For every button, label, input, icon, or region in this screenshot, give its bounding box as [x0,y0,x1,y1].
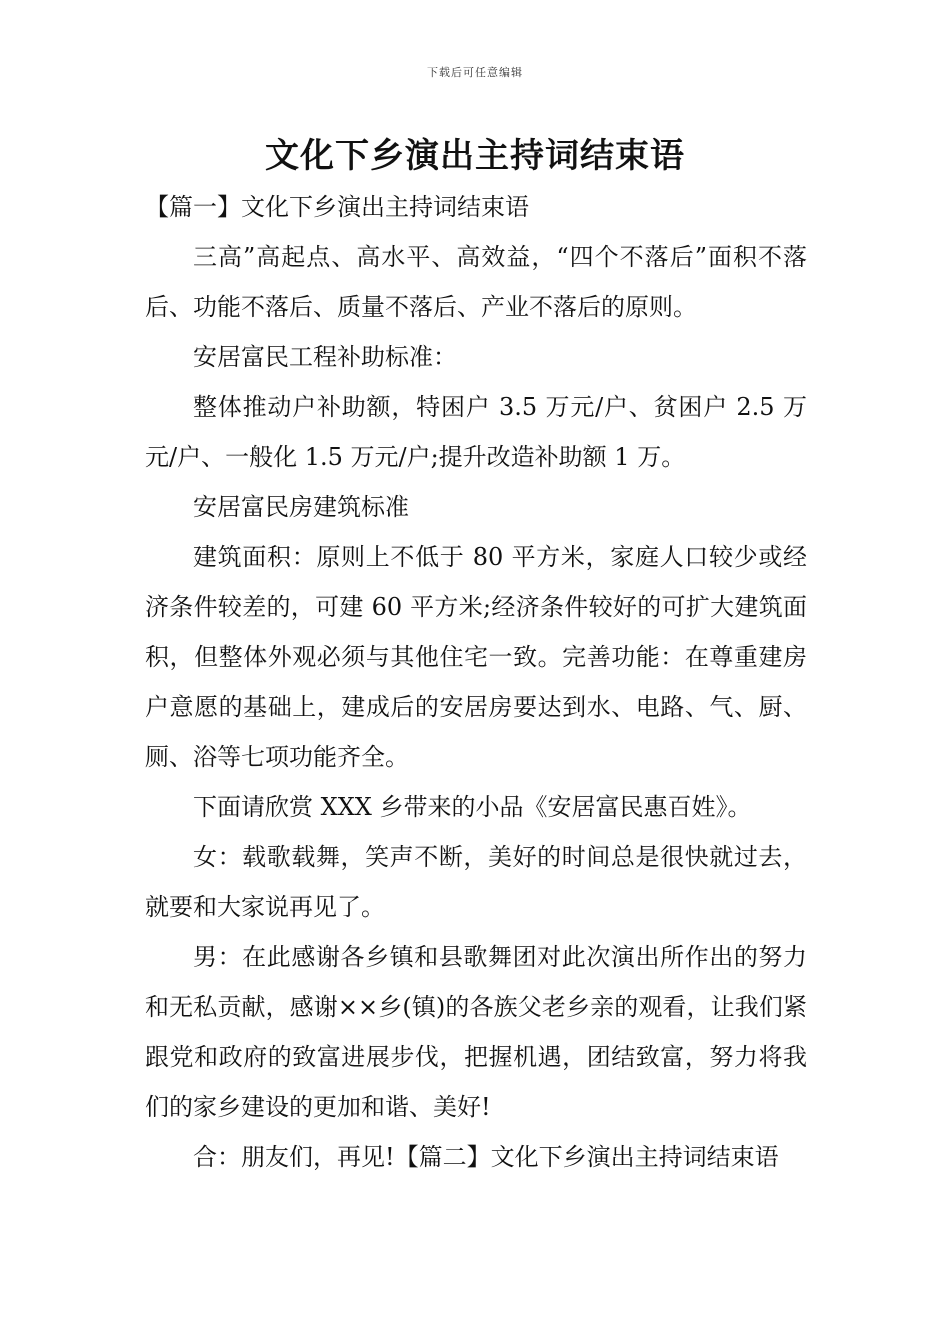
paragraph-subsidy-amounts: 整体推动户补助额，特困户 3.5 万元/户、贫困户 2.5 万元/户、一般化 1.5 万元/户;提升改造补助额 1 万。 [145,393,807,471]
paragraph-female-host: 女：载歌载舞，笑声不断，美好的时间总是很快就过去，就要和大家说再见了。 [145,843,807,921]
header-note: 下载后可任意编辑 [427,66,523,79]
paragraph-sketch-intro: 下面请欣赏 XXX 乡带来的小品《安居富民惠百姓》。 [193,793,752,821]
section-heading-1: 【篇一】文化下乡演出主持词结束语 [145,193,529,221]
paragraph-building-area: 建筑面积：原则上不低于 80 平方米，家庭人口较少或经济条件较差的，可建 60 平方米;经济条件较好的可扩大建筑面积，但整体外观必须与其他住宅一致。完善功能：在尊重建房户意愿的基础上，建成后的安居房要达到水、电路、气、厨、厕、浴等七项功能齐全。 [145,543,807,771]
paragraph-together: 合：朋友们，再见!【篇二】文化下乡演出主持词结束语 [193,1143,779,1171]
paragraph-principles: 三高”高起点、高水平、高效益，“四个不落后”面积不落后、功能不落后、质量不落后、产业不落后的原则。 [145,243,807,321]
paragraph-male-host: 男：在此感谢各乡镇和县歌舞团对此次演出所作出的努力和无私贡献，感谢××乡(镇)的各族父老乡亲的观看，让我们紧跟党和政府的致富进展步伐，把握机遇，团结致富，努力将我们的家乡建设的更加和谐、美好! [145,943,807,1121]
document-title: 文化下乡演出主持词结束语 [265,136,685,176]
document-body [145,182,807,1182]
paragraph-building-heading: 安居富民房建筑标准 [193,493,409,521]
paragraph-subsidy-heading: 安居富民工程补助标准： [193,343,457,371]
